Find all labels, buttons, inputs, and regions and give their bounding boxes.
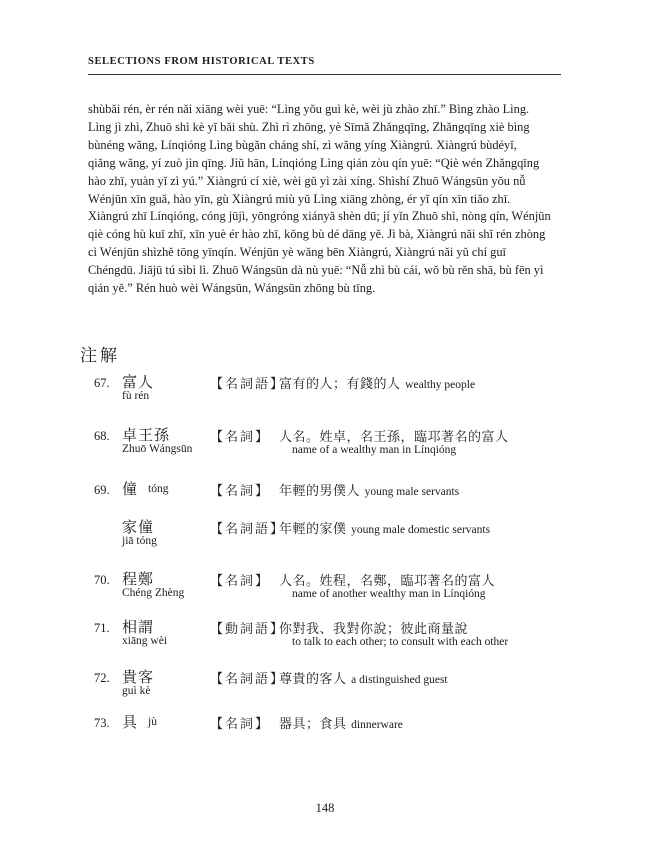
note-definition-chinese: 人名。姓卓，名王孫，臨邛著名的富人 <box>279 430 509 445</box>
header-rule <box>88 74 561 75</box>
passage-line: hào zhī, yuàn yǐ zì yú.” Xiàngrú cí xiè, wèi gǔ yì zài xíng. Shìshí Zhuō Wángsūn yǒu nǚ <box>88 173 526 188</box>
note-definition-english: name of another wealthy man in Línqióng <box>292 588 486 600</box>
note-number: 67. <box>94 376 110 390</box>
note-definition-chinese: 器具；食具 <box>279 717 347 732</box>
note-part-of-speech: 【名詞】 <box>210 430 271 445</box>
note-number: 70. <box>94 573 110 587</box>
note-pinyin: jù <box>148 716 157 728</box>
note-definition <box>279 373 475 392</box>
note-definition-english: young male domestic servants <box>351 524 491 536</box>
note-number: 68. <box>94 429 110 443</box>
passage-line: qián yě.” Rén huò wèi Wángsūn, Wángsūn zhōng bù tīng. <box>88 281 376 296</box>
note-part-of-speech: 【名詞】 <box>210 484 271 499</box>
note-term: 相謂 <box>122 618 155 636</box>
note-definition <box>279 518 490 537</box>
note-definition <box>279 480 459 499</box>
running-header: SELECTIONS FROM HISTORICAL TEXTS <box>88 56 315 67</box>
note-definition-english: dinnerware <box>351 719 403 731</box>
note-definition-chinese: 富有的人；有錢的人 <box>279 377 401 392</box>
note-pinyin: tóng <box>148 483 169 495</box>
page-number: 148 <box>315 801 335 815</box>
note-definition-english: name of a wealthy man in Línqióng <box>292 444 457 456</box>
note-number: 71. <box>94 621 110 635</box>
passage-line: qiè cóng hù kuī zhī, xīn yuè ér hào zhī, kǒng bù dé dāng yě. Jì bà, Xiàngrú nǎi shǐ rén zhòng <box>88 227 546 242</box>
note-definition-english: to talk to each other; to consult with each other <box>292 636 509 648</box>
note-pinyin: jiā tóng <box>122 535 157 547</box>
note-definition <box>279 713 403 732</box>
note-definition-english: young male servants <box>364 486 460 498</box>
passage-line: qiǎng wǎng, yí zuò jìn qīng. Jiǔ hān, Línqióng Lìng qián zòu qín yuē: “Qiè wén Zhǎngqīng <box>88 155 540 170</box>
pinyin-passage <box>88 101 566 298</box>
note-term: 卓王孫 <box>122 426 171 444</box>
note-pinyin: Chéng Zhèng <box>122 587 185 599</box>
note-number: 73. <box>94 716 110 730</box>
note-definition-chinese: 你對我、我對你說；彼此商量說 <box>279 622 469 637</box>
note-definition-english: wealthy people <box>405 379 476 391</box>
note-term: 富人 <box>122 373 155 391</box>
note-part-of-speech: 【名詞語】 <box>210 672 286 687</box>
passage-line: Chéngdū. Jiājū tú sìbì lì. Zhuō Wángsūn dà nù yuē: “Nǚ zhì bù cái, wǒ bù rěn shā, bù fēn yì <box>88 263 544 278</box>
note-pinyin: Zhuō Wángsūn <box>122 443 193 455</box>
note-definition-chinese: 尊貴的客人 <box>279 672 347 687</box>
note-number: 69. <box>94 483 110 497</box>
note-definition-english: a distinguished guest <box>351 674 448 686</box>
note-part-of-speech: 【動詞語】 <box>210 622 286 637</box>
note-definition-chinese: 年輕的家僕 <box>279 522 347 537</box>
note-term: 具 <box>122 713 139 731</box>
note-part-of-speech: 【名詞】 <box>210 717 271 732</box>
passage-line: Wénjūn xīn guǎ, hào yīn, gù Xiàngrú miù yǔ Lìng xiāng zhòng, ér yǐ qín xīn tiǎo zhī. <box>88 191 511 206</box>
passage-line: shùbǎi rén, èr rén nǎi xiāng wèi yuē: “Lìng yǒu guì kè, wèi jù zhào zhī.” Bìng zhào Lìng. <box>88 102 530 116</box>
note-pinyin: xiāng wèi <box>122 635 168 647</box>
passage-line: Xiàngrú zhī Línqióng, cóng jūjì, yōngróng xiányǎ shèn dū; jí yǐn Zhuō shì, nòng qín, Wénjūn <box>88 209 551 224</box>
passage-line: Lìng jì zhì, Zhuō shì kè yǐ bǎi shù. Zhì rì zhōng, yè Sīmǎ Zhǎngqīng, Zhǎngqīng xiè bìng <box>88 119 530 134</box>
note-term: 家僮 <box>122 518 155 536</box>
note-definition <box>279 668 448 687</box>
notes-heading: 注解 <box>80 346 120 366</box>
note-definition-chinese: 年輕的男僕人 <box>279 484 361 499</box>
note-term: 僮 <box>122 480 139 498</box>
note-pinyin: guì kè <box>122 685 151 697</box>
note-term: 貴客 <box>122 668 155 686</box>
note-term: 程鄭 <box>122 570 155 588</box>
note-part-of-speech: 【名詞語】 <box>210 377 286 392</box>
note-pinyin: fù rén <box>122 390 150 402</box>
note-part-of-speech: 【名詞語】 <box>210 522 286 537</box>
passage-line: cì Wénjūn shìzhě tōng yīnqín. Wénjūn yè wǎng bēn Xiàngrú, Xiàngrú nǎi yǔ chí guī <box>88 245 506 260</box>
passage-line: bùnéng wǎng, Línqióng Lìng bùgǎn cháng shí, zì wǎng yíng Xiàngrú. Xiàngrú bùdéyǐ, <box>88 137 517 152</box>
note-part-of-speech: 【名詞】 <box>210 574 271 589</box>
note-number: 72. <box>94 671 110 685</box>
note-definition-chinese: 人名。姓程，名鄭，臨邛著名的富人 <box>279 574 496 589</box>
